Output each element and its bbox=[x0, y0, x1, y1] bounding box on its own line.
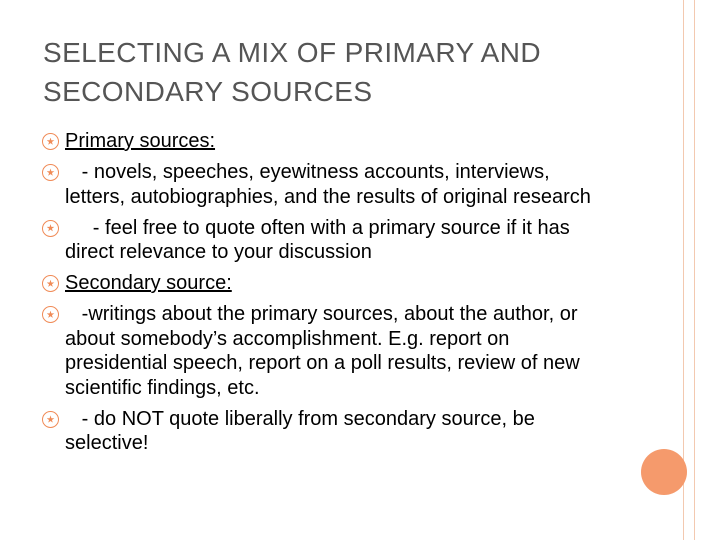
bullet-text: - novels, speeches, eyewitness accounts, interviews, letters, autobiographies, and the results of original research bbox=[65, 160, 591, 208]
slide-title: SELECTING A MIX OF PRIMARY AND SECONDARY SOURCES bbox=[43, 37, 541, 107]
decorative-rule-right bbox=[694, 0, 695, 540]
star-bullet-icon bbox=[42, 164, 59, 181]
bullet-text: Primary sources: bbox=[65, 130, 216, 152]
bullet-item bbox=[43, 129, 613, 154]
bullet-item bbox=[43, 302, 613, 400]
star-bullet-icon bbox=[42, 220, 59, 237]
star-bullet-icon bbox=[42, 133, 59, 150]
bullet-list bbox=[43, 129, 613, 462]
star-bullet-icon bbox=[42, 306, 59, 323]
bullet-item bbox=[43, 160, 613, 209]
star-bullet-icon bbox=[42, 411, 59, 428]
decorative-circle bbox=[641, 449, 687, 495]
bullet-text: -writings about the primary sources, about the author, or about somebody’s accomplishment. E.g. report on presidential speech, report on a poll results, review of new scientific findings, etc. bbox=[65, 303, 586, 399]
bullet-item bbox=[43, 216, 613, 265]
bullet-item bbox=[43, 271, 613, 296]
bullet-text: - feel free to quote often with a primary source if it has direct relevance to your discussion bbox=[65, 216, 576, 264]
bullet-text: - do NOT quote liberally from secondary source, be selective! bbox=[65, 407, 541, 455]
bullet-text: Secondary source: bbox=[65, 272, 232, 295]
star-bullet-icon bbox=[42, 275, 59, 292]
bullet-item bbox=[43, 407, 613, 456]
